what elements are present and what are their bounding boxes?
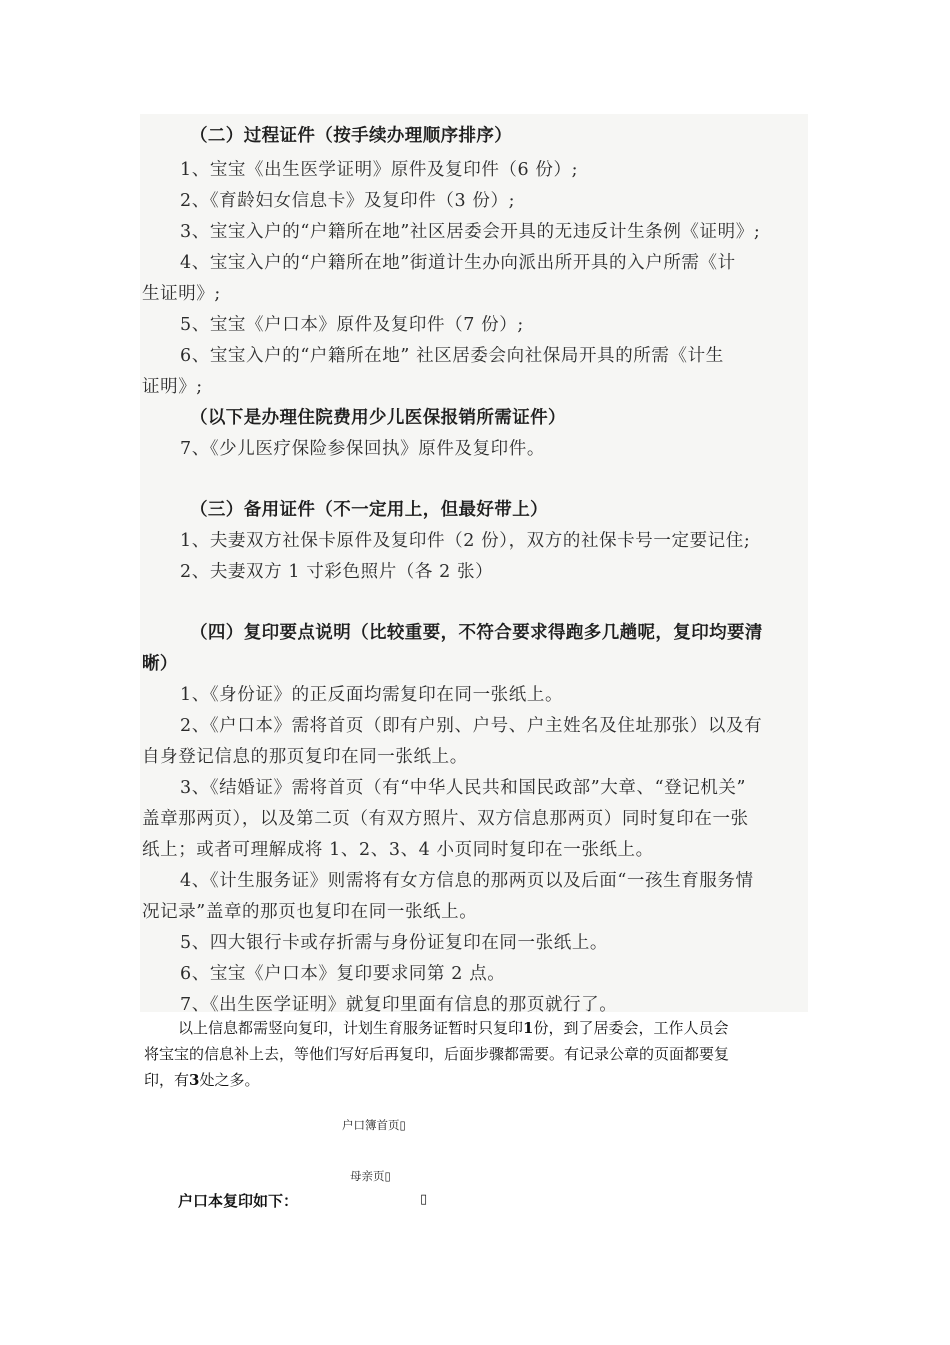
note-line: 将宝宝的信息补上去，等他们写好后再复印，后面步骤都需要。有记录公章的页面都要复 xyxy=(144,1045,730,1063)
section2-subheading: （以下是办理住院费用少儿医保报销所需证件） xyxy=(190,408,566,428)
section2-item: 2、《育龄妇女信息卡》及复印件（3 份）; xyxy=(180,191,516,211)
section3-item: 1、夫妻双方社保卡原件及复印件（2 份），双方的社保卡号一定要记住; xyxy=(180,531,751,551)
section2-item: 证明》; xyxy=(142,377,203,397)
section2-item: 7、《少儿医疗保险参保回执》原件及复印件。 xyxy=(180,439,545,459)
section4-line: 自身登记信息的那页复印在同一张纸上。 xyxy=(142,747,468,767)
note-text: 印，有 xyxy=(144,1071,190,1089)
note-line xyxy=(144,1069,259,1090)
section2-item: 5、宝宝《户口本》原件及复印件（7 份）; xyxy=(180,315,524,335)
section2-item: 4、宝宝入户的“户籍所在地”街道计生办向派出所开具的入户所需《计 xyxy=(180,253,736,273)
missing-glyph-box: ▯ xyxy=(384,1169,391,1183)
section4-line: 纸上；或者可理解成将 1、2、3、4 小页同时复印在一张纸上。 xyxy=(142,840,654,860)
section2-item: 1、宝宝《出生医学证明》原件及复印件（6 份）; xyxy=(180,160,579,180)
missing-glyph-box: ▯ xyxy=(420,1192,428,1207)
caption-hukou-first-page xyxy=(342,1117,406,1133)
section4-line: 6、宝宝《户口本》复印要求同第 2 点。 xyxy=(180,964,506,984)
caption-text: 母亲页 xyxy=(350,1169,385,1183)
caption-text: 户口簿首页 xyxy=(342,1118,400,1132)
section4-line: 2、《户口本》需将首页（即有户别、户号、户主姓名及住址那张）以及有 xyxy=(180,716,763,736)
section4-line: 4、《计生服务证》则需将有女方信息的那两页以及后面“一孩生育服务情 xyxy=(180,871,754,891)
section4-line: 况记录”盖章的那页也复印在同一张纸上。 xyxy=(142,902,478,922)
section4-line: 1、《身份证》的正反面均需复印在同一张纸上。 xyxy=(180,685,564,705)
section4-heading: （四）复印要点说明（比较重要，不符合要求得跑多几趟呢，复印均要清 xyxy=(190,623,763,643)
section4-line: 7、《出生医学证明》就复印里面有信息的那页就行了。 xyxy=(180,995,618,1015)
section4-heading-cont: 晰） xyxy=(142,654,178,674)
note-number: 1 xyxy=(523,1019,534,1037)
scanned-instructions-image xyxy=(140,114,808,1015)
section3-heading: （三）备用证件（不一定用上，但最好带上） xyxy=(190,500,548,520)
hukou-copy-label: 户口本复印如下： xyxy=(178,1192,299,1210)
section3-item: 2、夫妻双方 1 寸彩色照片（各 2 张） xyxy=(180,562,494,582)
note-line xyxy=(178,1017,728,1038)
caption-mother-page xyxy=(350,1168,391,1184)
section2-item: 6、宝宝入户的“户籍所在地” 社区居委会向社保局开具的所需《计生 xyxy=(180,346,724,366)
note-text: 处之多。 xyxy=(199,1071,260,1089)
note-text: 以上信息都需竖向复印，计划生育服务证暂时只复印 xyxy=(178,1019,524,1037)
note-text: 份，到了居委会，工作人员会 xyxy=(533,1019,729,1037)
section4-line: 盖章那两页），以及第二页（有双方照片、双方信息那两页）同时复印在一张 xyxy=(142,809,749,829)
section4-line: 3、《结婚证》需将首页（有“中华人民共和国民政部”大章、“登记机关” xyxy=(180,778,747,798)
section2-item: 3、宝宝入户的“户籍所在地”社区居委会开具的无违反计生条例《证明》; xyxy=(180,222,761,242)
section4-line: 5、四大银行卡或存折需与身份证复印在同一张纸上。 xyxy=(180,933,609,953)
section2-item: 生证明》; xyxy=(142,284,221,304)
missing-glyph-box: ▯ xyxy=(399,1118,406,1132)
note-number: 3 xyxy=(189,1071,200,1089)
section2-heading: （二）过程证件（按手续办理顺序排序） xyxy=(190,126,513,146)
